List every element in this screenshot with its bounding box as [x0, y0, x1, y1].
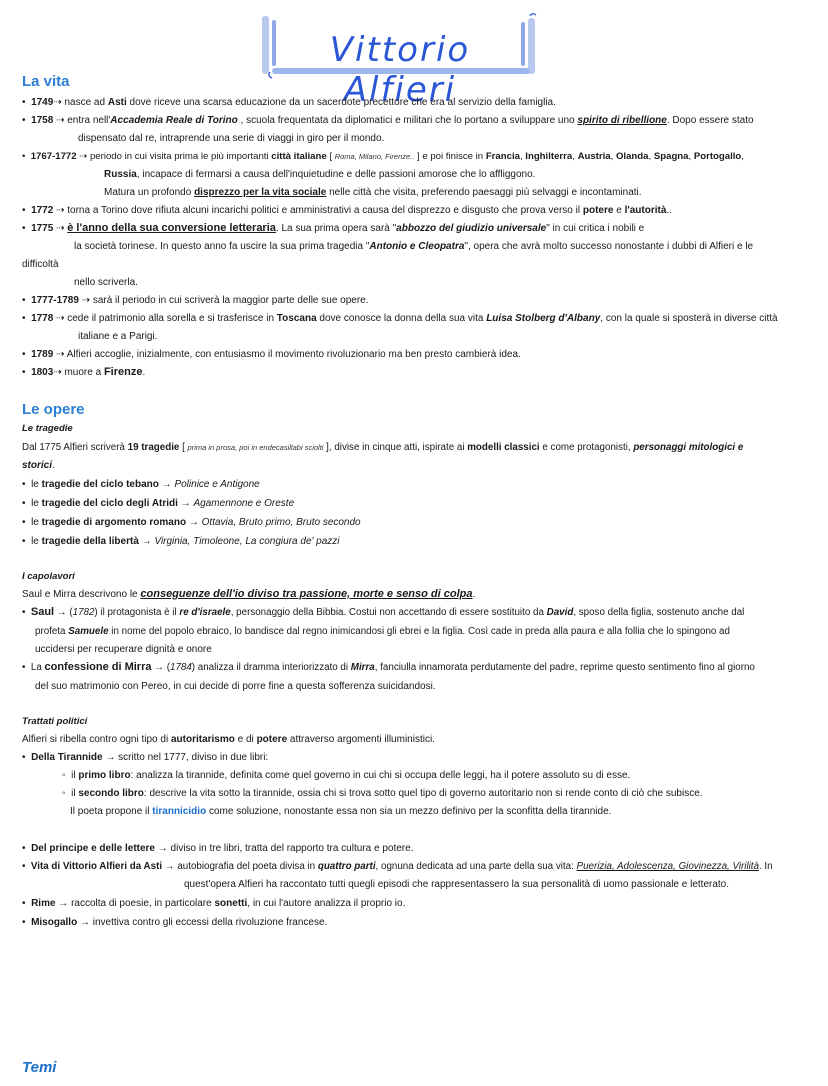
tragedie-intro: Dal 1775 Alfieri scriverà 19 tragedie [ prima in prosa, poi in endecasillabi sciolti ], divise in cinque atti, ispirate ai modelli classici e come protagonisti, personaggi mitologici e [22, 442, 744, 453]
vita-item-1775: • 1775 ⇢ è l'anno della sua conversione letteraria. La sua prima opera sarà "abbozzo del giudizio universale" in cui critica i nobili e [22, 222, 645, 234]
tirannide-libro-1: ◦ il primo libro: analizza la tirannide, definita come quel governo in cui chi si occupa delle leggi, ha il potere assoluto su di esse. [62, 770, 631, 781]
vita-item-1778: • 1778 ⇢ cede il patrimonio alla sorella e si trasferisce in Toscana dove conosce la donna della sua vita Luisa Stolberg d'Albany, con la quale si sposterà in diverse città [22, 313, 778, 324]
section-heading-opere: Le opere [22, 401, 85, 418]
tragedie-item-liberta: • le tragedie della libertà → Virginia, Timoleone, La congiura de' pazzi [22, 536, 340, 547]
vita-item-1772: • 1772 ⇢ torna a Torino dove rifiuta alcuni incarichi politici e amministrativi a causa del disprezzo e disgusto che prova verso il potere e l'autorità.. [22, 205, 672, 216]
vita-item-1789: • 1789 ⇢ Alfieri accoglie, inizialmente, con entusiasmo il movimento rivoluzionario ma ben presto cambierà idea. [22, 349, 521, 360]
trattati-item-misogallo: • Misogallo → invettiva contro gli eccessi della rivoluzione francese. [22, 917, 328, 928]
subheading-trattati: Trattati politici [22, 716, 88, 727]
subheading-capolavori: I capolavori [22, 571, 75, 582]
capolavori-item-mirra: • La confessione di Mirra → (1784) analizza il dramma interiorizzato di Mirra, fanciulla innamorata perdutamente del padre, reprime questo sentimento fino al giorno [22, 661, 755, 673]
tragedie-item-tebano: • le tragedie del ciclo tebano → Polinice e Antigone [22, 479, 260, 490]
vita-item-1758-cont: dispensato dal re, intraprende una serie di viaggi in giro per il mondo. [78, 133, 385, 144]
trattati-item-vita: • Vita di Vittorio Alfieri da Asti → autobiografia del poeta divisa in quattro parti, ognuna dedicata ad una parte della sua vita: Puerizia, Adolescenza, Giovinezza, Virilità. In [22, 861, 773, 872]
subheading-tragedie: Le tragedie [22, 423, 73, 434]
section-heading-temi: Temi [22, 1059, 57, 1076]
vita-item-1778-cont: italiane e a Parigi. [78, 331, 158, 342]
trattati-item-rime: • Rime → raccolta di poesie, in particolare sonetti, in cui l'autore analizza il proprio io. [22, 898, 406, 909]
vita-item-1775-cont3: nello scriverla. [74, 277, 138, 288]
page-title: Vittorio Alfieri [329, 30, 471, 110]
tragedie-intro-cont: storici. [22, 460, 55, 471]
vita-item-1767: • 1767-1772 ⇢ periodo in cui visita prima le più importanti città italiane [ Roma, Milano, Firenze.. ] e poi finisce in Francia, Inghilterra, Austria, Olanda, Spagna, Portogallo, [22, 151, 744, 162]
trattati-item-principe: • Del principe e delle lettere → diviso in tre libri, tratta del rapporto tra cultura e potere. [22, 843, 414, 854]
tirannide-note: Il poeta propone il tirannicidio come soluzione, nonostante essa non sia un mezzo definivo per la sconfitta della tirannide. [70, 806, 612, 817]
vita-item-1758: • 1758 ⇢ entra nell'Accademia Reale di Torino , scuola frequentata da diplomatici e militari che lo portano a sviluppare uno spirito di ribellione. Dopo essere stato [22, 115, 754, 126]
vita-item-1767-cont2: Matura un profondo disprezzo per la vita sociale nelle città che visita, preferendo paesaggi più selvaggi e incontaminati. [104, 187, 642, 198]
vita-item-1767-cont: Russia, incapace di fermarsi a causa dell'inquietudine e delle passioni amorose che lo affliggono. [104, 169, 536, 180]
capolavori-item-saul: • Saul → (1782) il protagonista è il re d'israele, personaggio della Bibbia. Costui non accettando di essere sostituito da David, sposo della figlia, sostenuto anche dal [22, 606, 745, 618]
trattati-item-tirannide: • Della Tirannide → scritto nel 1777, diviso in due libri: [22, 752, 269, 763]
tragedie-item-romano: • le tragedie di argomento romano → Ottavia, Bruto primo, Bruto secondo [22, 517, 361, 528]
capolavori-item-saul-cont: profeta Samuele in nome del popolo ebraico, lo bandisce dal regno inimicandosi gli ebrei e la figlia. Così cade in preda alla paura e alla follia che lo spingono ad [35, 626, 730, 637]
tirannide-libro-2: ◦ il secondo libro: descrive la vita sotto la tirannide, ossia chi si trova sotto quel tipo di governo autoritario non si rende conto di ciò che subisce. [62, 788, 703, 799]
tragedie-item-atridi: • le tragedie del ciclo degli Atridi → Agamennone e Oreste [22, 498, 295, 509]
trattati-item-vita-cont: quest'opera Alfieri ha raccontato tutti quegli episodi che rappresentassero la sua personalità di uomo passionale e letterato. [184, 879, 730, 890]
capolavori-item-mirra-cont: del suo matrimonio con Pereo, in cui decide di porre fine a questa sofferenza suicidandosi. [35, 681, 436, 692]
vita-item-1775-cont: la società torinese. In questo anno fa uscire la sua prima tragedia "Antonio e Cleopatra", opera che avrà molto successo nonostante i dubbi di Alfieri e le [74, 241, 754, 252]
vita-item-1777: • 1777-1789 ⇢ sarà il periodo in cui scriverà la maggior parte delle sue opere. [22, 295, 369, 306]
vita-item-1775-cont2: difficoltà [22, 259, 59, 270]
trattati-intro: Alfieri si ribella contro ogni tipo di autoritarismo e di potere attraverso argomenti illuministici. [22, 734, 435, 745]
vita-item-1803: • 1803⇢ muore a Firenze. [22, 366, 146, 378]
vita-item-1749: • 1749⇢ nasce ad Asti dove riceve una scarsa educazione da un sacerdote precettore che era al servizio della famiglia. [22, 97, 556, 108]
capolavori-item-saul-cont2: uccidersi per recuperare dignità e onore [35, 644, 212, 655]
section-heading-vita: La vita [22, 73, 70, 90]
capolavori-intro: Saul e Mirra descrivono le conseguenze dell'io diviso tra passione, morte e senso di colpa. [22, 588, 476, 600]
